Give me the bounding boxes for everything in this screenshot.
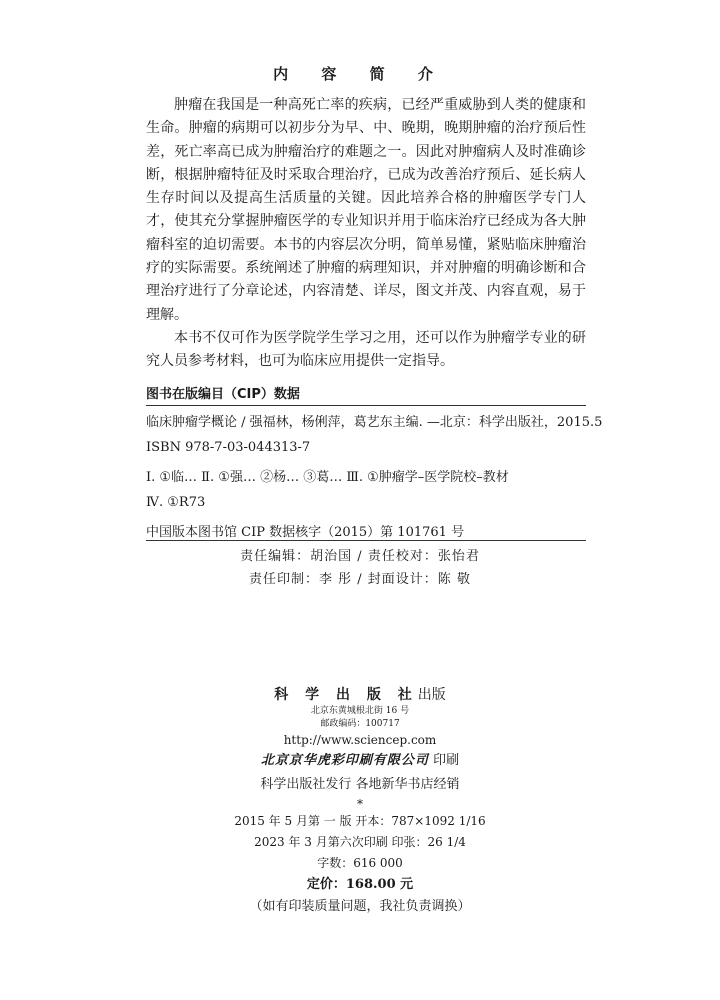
cip-block <box>146 412 603 547</box>
publisher-url: http://www.sciencep.com <box>283 733 437 747</box>
summary-paragraph-1: 肿瘤在我国是一种高死亡率的疾病，已经严重威胁到人类的健康和生命。肿瘤的病期可以初步分为早、中、晚期，晚期肿瘤的治疗预后性差，死亡率高已成为肿瘤治疗的难题之一。因此对肿瘤病人及时准确诊断，根据肿瘤特征及时采取合理治疗，已成为改善治疗预后、延长病人生存时间以及提高生活质量的关键。因此培养合格的肿瘤医学专门人才，使其充分掌握肿瘤医学的专业知识并用于临床治疗已经成为各大肿瘤科室的迫切需要。本书的内容层次分明，简单易懂，紧贴临床肿瘤治疗的实际需要。系统阐述了肿瘤的病理知识，并对肿瘤的明确诊断和合理治疗进行了分章论述，内容清楚、详尽，图文并茂、内容直观，易于理解。 <box>146 97 586 323</box>
summary-body <box>146 94 586 374</box>
cip-isbn-line: ISBN 978-7-03-044313-7 <box>146 440 311 455</box>
editor-line-1: 责任编辑：胡治国 / 责任校对：张怡君 <box>240 549 480 564</box>
word-count: 字数：616 000 <box>317 856 403 870</box>
edition-line-1: 2015 年 5 月第 一 版 开本：787×1092 1/16 <box>234 814 486 828</box>
cip-classification-line-2: Ⅳ. ①R73 <box>146 495 206 510</box>
cip-classification-line: Ⅰ. ①临… Ⅱ. ①强… ②杨… ③葛… Ⅲ. ①肿瘤学–医学院校–教材 <box>146 470 509 485</box>
quality-notice: （如有印装质量问题，我社负责调换） <box>249 899 471 914</box>
editor-line-2: 责任印制：李 彤 / 封面设计：陈 敬 <box>249 572 471 587</box>
edition-line-2: 2023 年 3 月第六次印刷 印张：26 1/4 <box>254 835 466 849</box>
distribution-line: 科学出版社发行 各地新华书店经销 <box>260 777 460 792</box>
cip-record-number: 中国版本图书馆 CIP 数据核字（2015）第 101761 号 <box>146 525 465 540</box>
printer-line <box>0 749 720 773</box>
summary-title: 内 容 简 介 <box>273 65 447 83</box>
publisher-name: 科 学 出 版 社 <box>274 687 418 703</box>
publisher-postcode: 邮政编码：100717 <box>320 719 400 729</box>
cip-heading: 图书在版编目（CIP）数据 <box>146 387 300 402</box>
editors-block <box>0 545 720 591</box>
price: 定价：168.00 元 <box>306 877 414 892</box>
summary-paragraph-2: 本书不仅可作为医学院学生学习之用，还可以作为肿瘤学专业的研究人员参考材料，也可为临床应用提供一定指导。 <box>146 329 586 370</box>
cip-title-line: 临床肿瘤学概论 / 强福林，杨俐萍，葛艺东主编. —北京：科学出版社，2015.5 <box>146 415 603 430</box>
publisher-address: 北京东黄城根北街 16 号 <box>310 706 410 716</box>
cip-bottom-rule <box>146 540 586 541</box>
colophon <box>0 685 720 918</box>
cip-top-rule <box>146 405 586 406</box>
printer-name: 北京京华虎彩印刷有限公司 <box>260 753 429 768</box>
separator-star: * <box>357 797 363 811</box>
printer-suffix: 印刷 <box>433 753 460 768</box>
publisher-line <box>0 685 720 705</box>
publisher-suffix: 出版 <box>417 687 446 703</box>
